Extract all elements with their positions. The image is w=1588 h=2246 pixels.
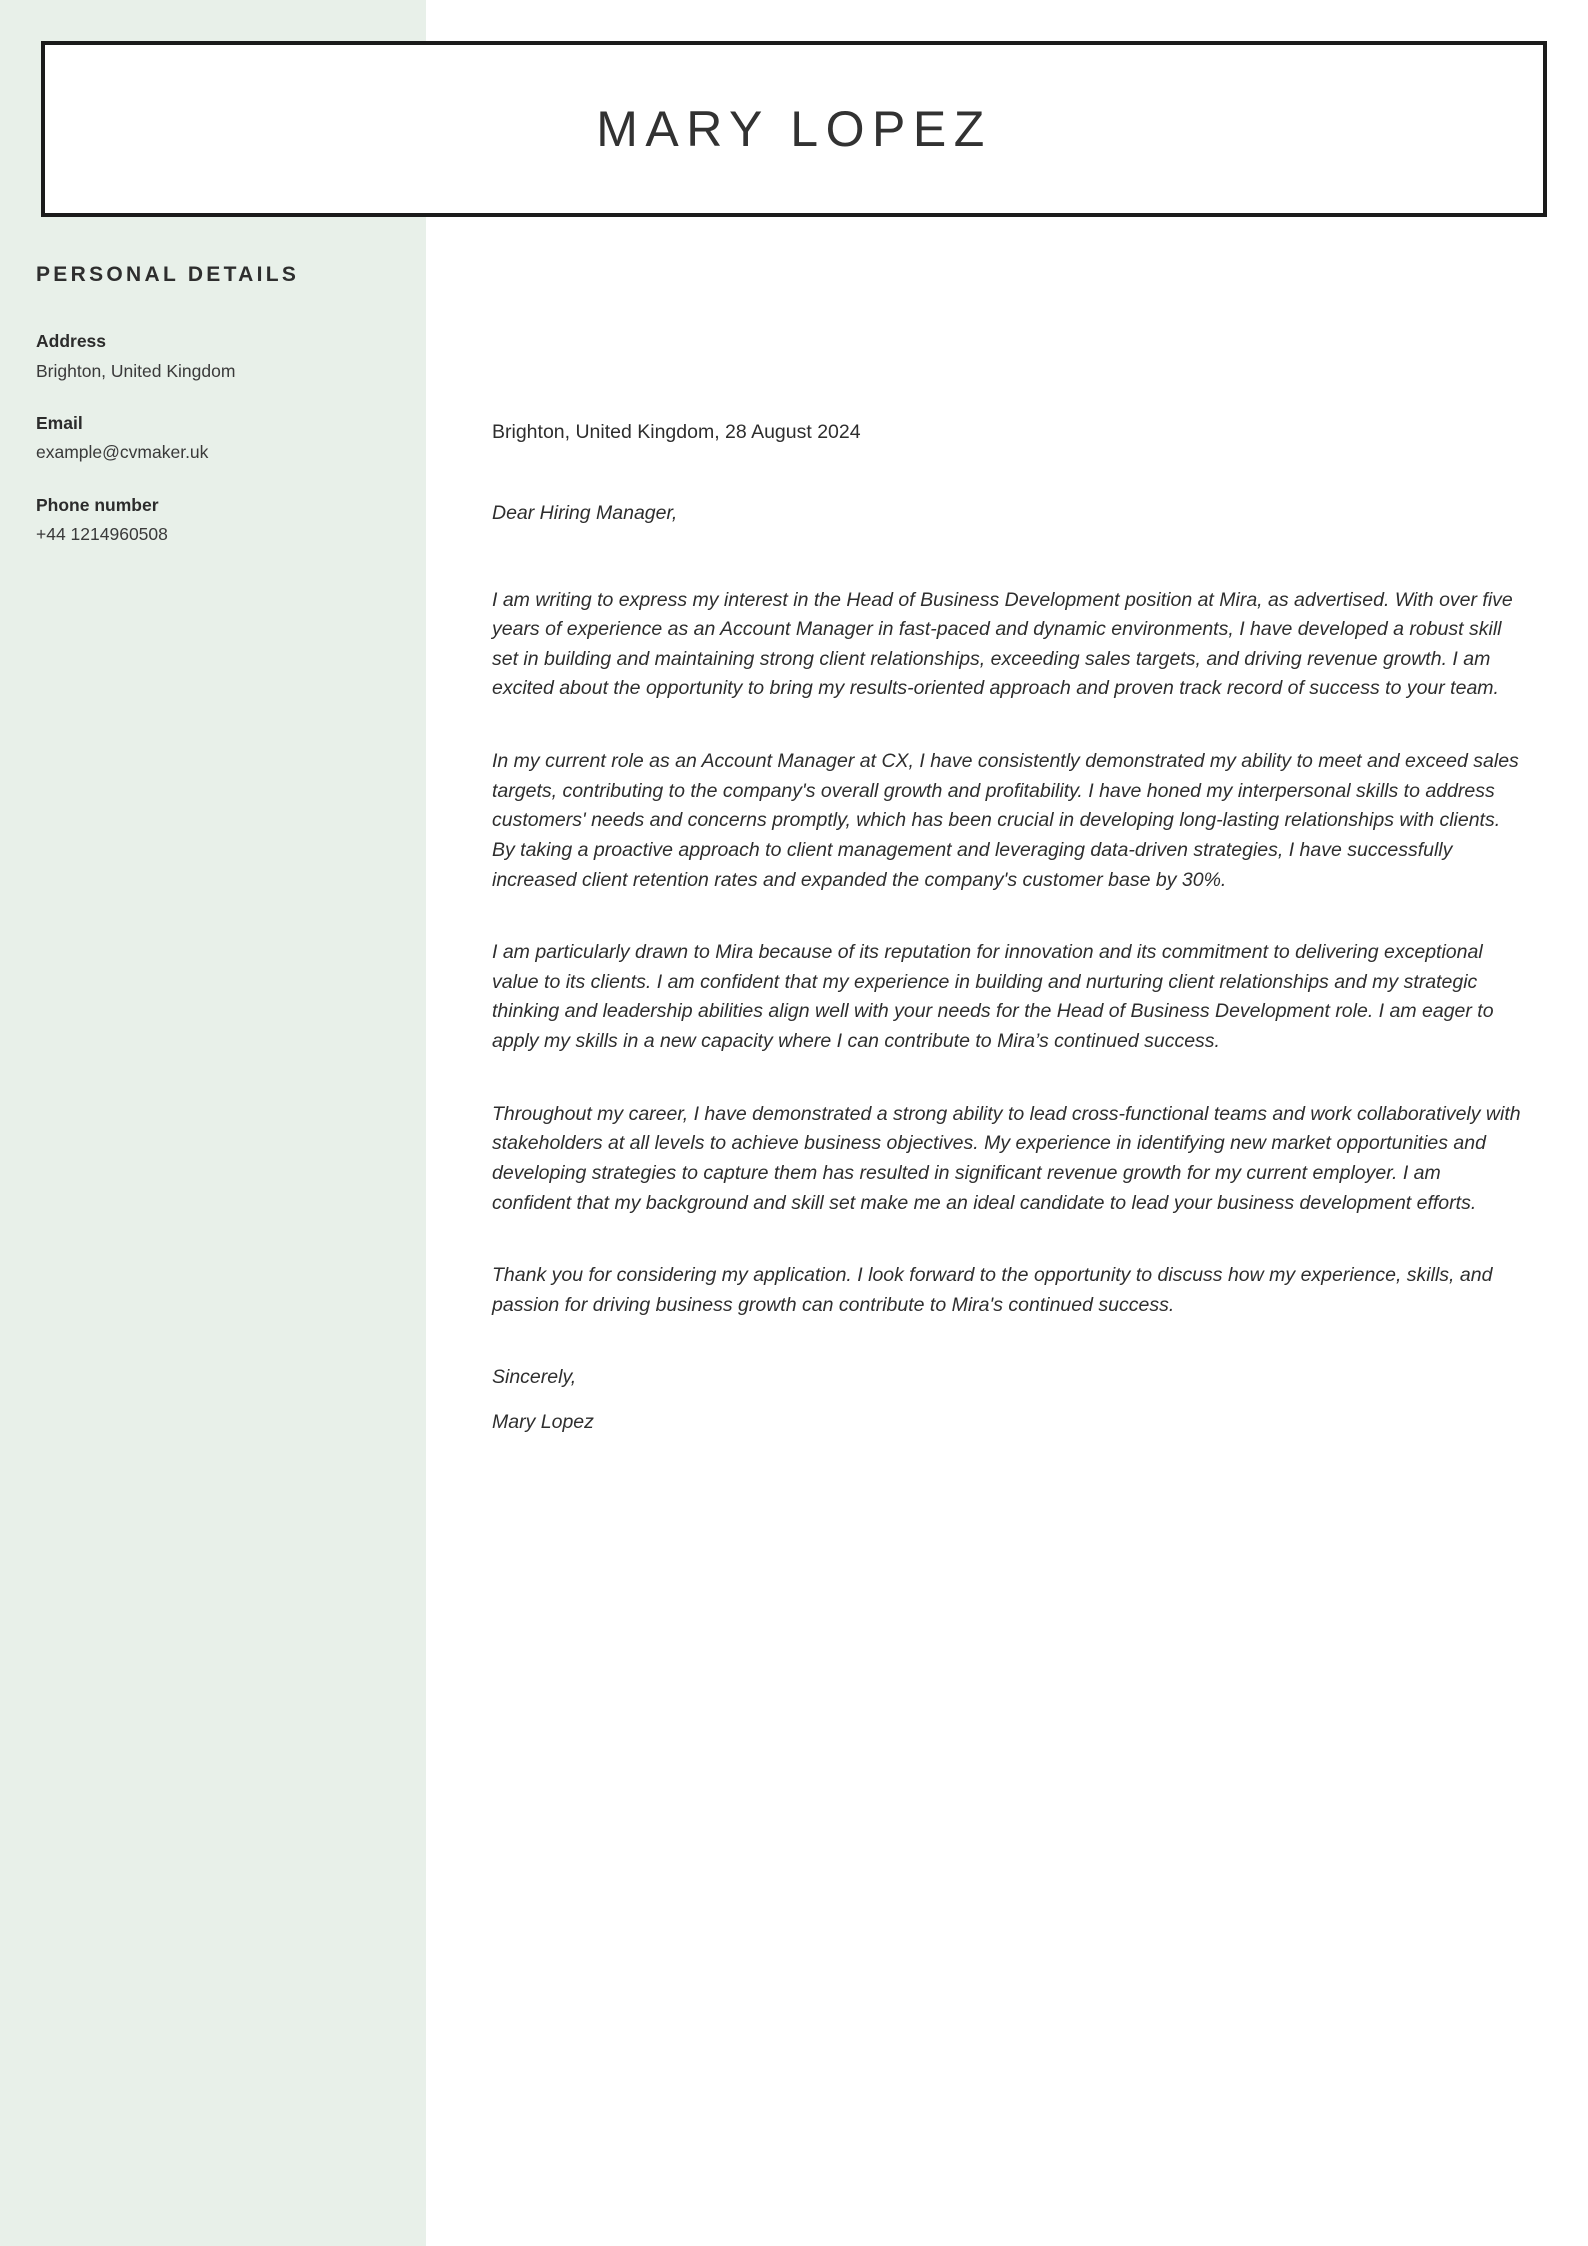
header-name-box [41, 41, 1547, 217]
letter-paragraph-5: Thank you for considering my application. I look forward to the opportunity to discuss how my experience, skills, and passion for driving business growth can contribute to Mira's continued success. [492, 1264, 1493, 1316]
personal-details-section [36, 262, 396, 574]
letter-paragraph-3: I am particularly drawn to Mira because of its reputation for innovation and its commitment to delivering exceptional value to its clients. I am confident that my experience in building and nurturing client relationships and my strategic thinking and leadership abilities align well with your needs for the Head of Business Development role. I am eager to apply my skills in a new capacity where I can contribute to Mira’s continued success. [492, 941, 1494, 1052]
letter-signature: Mary Lopez [492, 1411, 594, 1433]
letter-body [492, 418, 1522, 1438]
detail-email [36, 411, 396, 466]
letter-closing: Sincerely, [492, 1366, 577, 1389]
detail-phone-label: Phone number [36, 494, 159, 515]
letter-date-line: Brighton, United Kingdom, 28 August 2024 [492, 421, 861, 443]
page-title: MARY LOPEZ [596, 101, 992, 157]
letter-paragraph-2: In my current role as an Account Manager at CX, I have consistently demonstrated my ability to meet and exceed sales targets, contributing to the company's overall growth and profitability. I have honed my interpersonal skills to address customers' needs and concerns promptly, which has been crucial in developing long-lasting relationships with clients. By taking a proactive approach to client management and leveraging data-driven strategies, I have successfully increased client retention rates and expanded the company's customer base by 30%. [492, 750, 1519, 891]
detail-phone [36, 493, 396, 548]
detail-address-label: Address [36, 331, 107, 352]
detail-address [36, 329, 396, 384]
detail-address-value: Brighton, United Kingdom [36, 360, 236, 381]
letter-paragraph-4: Throughout my career, I have demonstrated a strong ability to lead cross-functional teams and work collaboratively with stakeholders at all levels to achieve business objectives. My experience in identifying new market opportunities and developing strategies to capture them has resulted in significant revenue growth for my current employer. I am confident that my background and skill set make me an ideal candidate to lead your business development efforts. [492, 1102, 1521, 1214]
personal-details-heading: PERSONAL DETAILS [36, 263, 300, 286]
letter-paragraph-1: I am writing to express my interest in the Head of Business Development position at Mira, as advertised. With over five years of experience as an Account Manager in fast-paced and dynamic environments, I have developed a robust skill set in building and maintaining strong client relationships, exceeding sales targets, and driving revenue growth. I am excited about the opportunity to bring my results-oriented approach and proven track record of success to your team. [492, 588, 1513, 700]
detail-email-label: Email [36, 412, 83, 433]
detail-email-value: example@cvmaker.uk [36, 442, 209, 463]
letter-salutation: Dear Hiring Manager, [492, 502, 678, 525]
detail-phone-value: +44 1214960508 [36, 524, 168, 545]
